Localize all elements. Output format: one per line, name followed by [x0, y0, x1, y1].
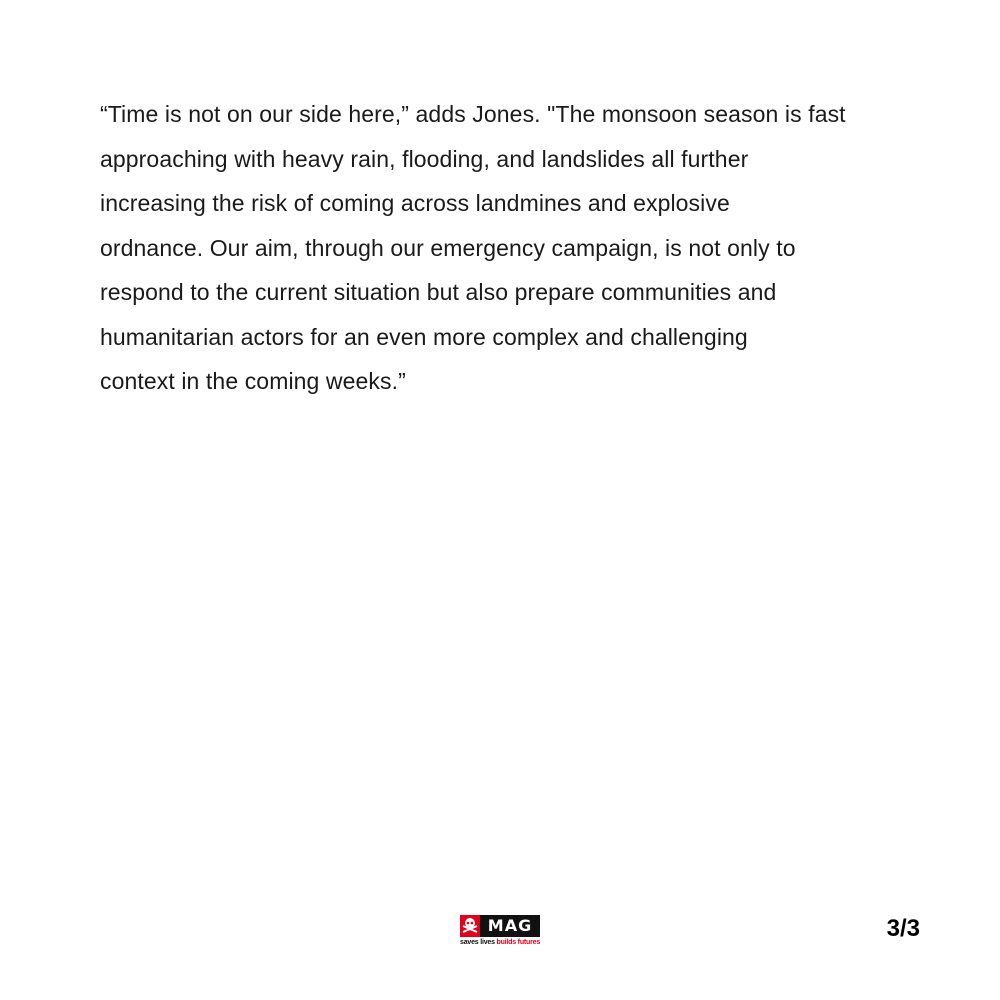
page-indicator: 3/3	[886, 915, 920, 942]
quote-paragraph	[100, 92, 900, 404]
quote-line: context in the coming weeks.”	[100, 368, 406, 394]
skull-crossbones-icon	[460, 915, 480, 937]
quote-line: “Time is not on our side here,” adds Jones. "The monsoon season is fast	[100, 101, 846, 127]
quote-line: humanitarian actors for an even more complex and challenging	[100, 323, 748, 350]
quote-line: increasing the risk of coming across landmines and explosive	[100, 190, 730, 216]
mag-logo	[460, 915, 540, 947]
quote-line: ordnance. Our aim, through our emergency campaign, is not only to	[100, 234, 796, 261]
logo-wordmark: MAG	[480, 915, 540, 937]
logo-tagline-part1: saves lives	[460, 939, 495, 946]
quote-line: approaching with heavy rain, flooding, and landslides all further	[100, 145, 749, 172]
logo-tagline	[460, 938, 540, 947]
logo-tagline-part2: builds futures	[496, 939, 541, 946]
logo-banner	[460, 915, 540, 937]
quote-line: respond to the current situation but also prepare communities and	[100, 279, 777, 305]
